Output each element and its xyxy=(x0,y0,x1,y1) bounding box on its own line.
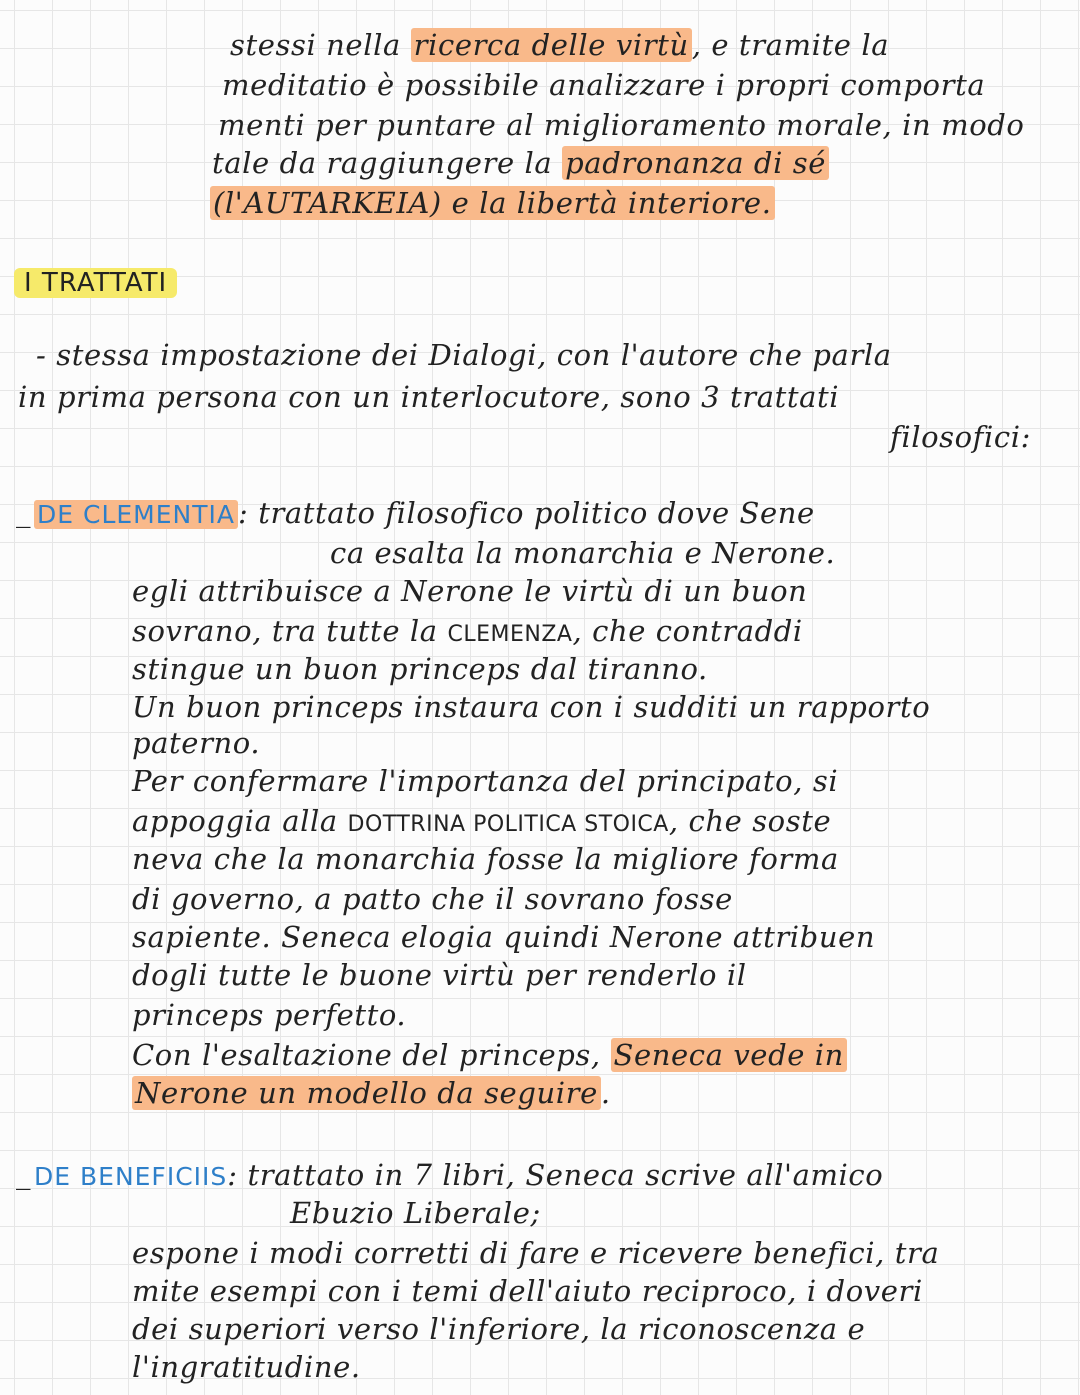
clementia-line-4: sovrano, tra tutte la CLEMENZA, che contraddi xyxy=(132,614,803,648)
clementia-line-13: dogli tutte le buone virtù per renderlo il xyxy=(132,958,747,992)
trattati-line-3: filosofici: xyxy=(890,420,1031,454)
highlight: (l'AUTARKEIA) e la libertà interiore. xyxy=(210,186,775,220)
intro-line-2: meditatio è possibile analizzare i propri comporta xyxy=(222,68,986,102)
beneficiis-line-6: l'ingratitudine. xyxy=(132,1350,361,1384)
section-heading xyxy=(14,264,177,300)
clementia-line-8: Per confermare l'importanza del principato, si xyxy=(132,764,839,798)
clementia-line-10: neva che la monarchia fosse la migliore forma xyxy=(132,842,839,876)
clementia-line-1: DE CLEMENTIA : trattato filosofico politico dove Sene xyxy=(34,496,815,532)
beneficiis-line-4: mite esempi con i temi dell'aiuto reciproco, i doveri xyxy=(132,1274,923,1308)
highlight: ricerca delle virtù xyxy=(411,28,692,62)
beneficiis-line-3: espone i modi corretti di fare e ricevere benefici, tra xyxy=(132,1236,940,1270)
intro-line-1: stessi nella ricerca delle virtù , e tramite la xyxy=(230,28,890,62)
clementia-line-5: stingue un buon princeps dal tiranno. xyxy=(132,652,708,686)
trattati-line-2: in prima persona con un interlocutore, sono 3 trattati xyxy=(18,380,840,414)
clementia-line-15: Con l'esaltazione del princeps, Seneca vede in xyxy=(132,1038,847,1072)
bullet-dash: _ xyxy=(16,1156,31,1190)
clementia-title: DE CLEMENTIA xyxy=(34,500,238,529)
intro-line-3: menti per puntare al miglioramento morale, in modo xyxy=(218,108,1025,142)
beneficiis-line-1: DE BENEFICIIS: trattato in 7 libri, Seneca scrive all'amico xyxy=(34,1158,884,1192)
beneficiis-line-5: dei superiori verso l'inferiore, la riconoscenza e xyxy=(132,1312,866,1346)
beneficiis-line-2: Ebuzio Liberale; xyxy=(290,1196,541,1230)
clementia-line-9: appoggia alla DOTTRINA POLITICA STOICA, che soste xyxy=(132,804,832,838)
clementia-line-12: sapiente. Seneca elogia quindi Nerone attribuen xyxy=(132,920,876,954)
clementia-line-7: paterno. xyxy=(132,726,261,760)
clementia-line-16: Nerone un modello da seguire . xyxy=(132,1076,611,1110)
intro-line-5 xyxy=(210,186,775,220)
beneficiis-title: DE BENEFICIIS xyxy=(34,1162,228,1191)
clementia-line-6: Un buon princeps instaura con i sudditi un rapporto xyxy=(132,690,931,724)
clementia-line-14: princeps perfetto. xyxy=(132,998,407,1032)
clementia-line-3: egli attribuisce a Nerone le virtù di un buon xyxy=(132,574,808,608)
heading-highlight: I TRATTATI xyxy=(14,268,177,298)
trattati-line-1: - stessa impostazione dei Dialogi, con l'autore che parla xyxy=(36,338,892,372)
highlight: Seneca vede in xyxy=(611,1038,847,1072)
intro-line-4: tale da raggiungere la padronanza di sé xyxy=(212,146,829,180)
clementia-line-2: ca esalta la monarchia e Nerone. xyxy=(330,536,836,570)
highlight: Nerone un modello da seguire xyxy=(132,1076,601,1110)
clementia-line-11: di governo, a patto che il sovrano fosse xyxy=(132,882,733,916)
bullet-dash: _ xyxy=(16,494,31,528)
highlight: padronanza di sé xyxy=(562,146,829,180)
